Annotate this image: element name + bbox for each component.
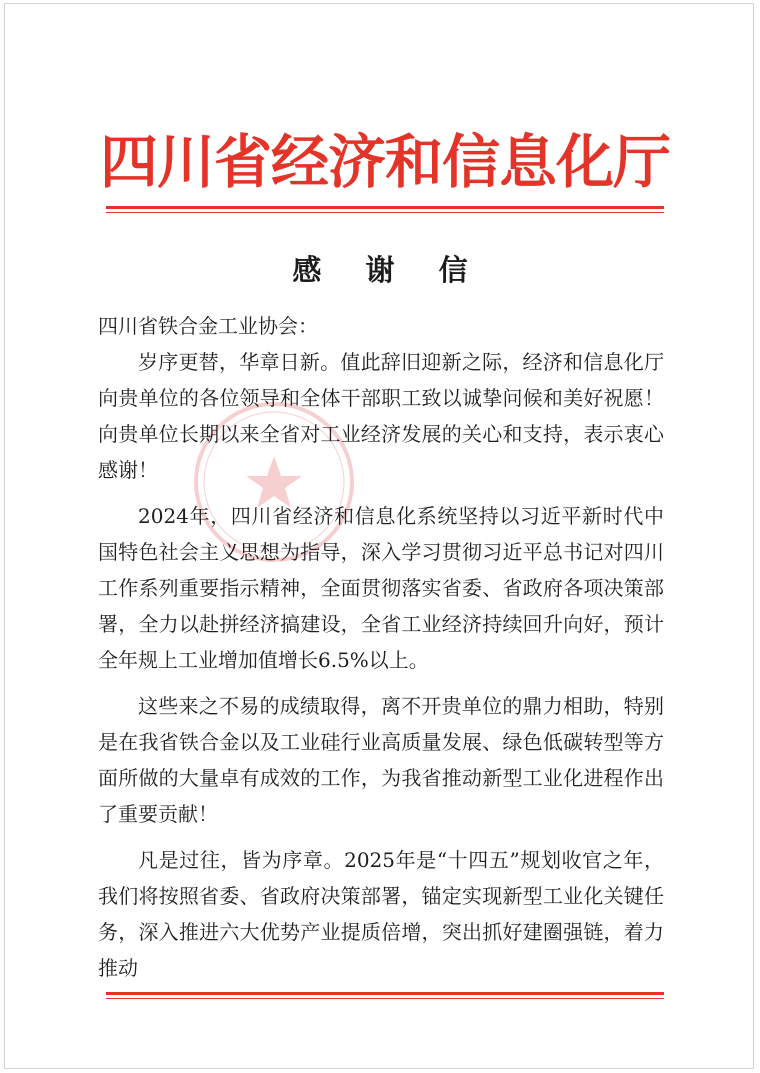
letter-paragraph-4: 凡是过往，皆为序章。2025年是“十四五”规划收官之年，我们将按照省委、省政府决策部署，锚定实现新型工业化关键任务，深入推进六大优势产业提质倍增，突出抓好建圈强链，着力推动 bbox=[98, 848, 664, 980]
letter-paragraph-3: 这些来之不易的成绩取得，离不开贵单位的鼎力相助，特别是在我省铁合金以及工业硅行业高质量发展、绿色低碳转型等方面所做的大量卓有成效的工作，为我省推动新型工业化进程作出了重要贡献！ bbox=[98, 694, 664, 826]
letter-paragraph-2: 2024年，四川省经济和信息化系统坚持以习近平新时代中国特色社会主义思想为指导，深入学习贯彻习近平总书记对四川工作系列重要指示精神，全面贯彻落实省委、省政府各项决策部署，全力以赴拼经济搞建设，全省工业经济持续回升向好，预计全年规上工业增加值增长6.5%以上。 bbox=[98, 504, 664, 672]
letter-body bbox=[98, 308, 664, 996]
footer-divider-bottom bbox=[106, 998, 664, 999]
letter-title: 感 谢 信 bbox=[292, 253, 485, 287]
letter-paragraph-1: 岁序更替，华章日新。值此辞旧迎新之际，经济和信息化厅向贵单位的各位领导和全体干部职工致以诚挚问候和美好祝愿！向贵单位长期以来全省对工业经济发展的关心和支持，表示衷心感谢！ bbox=[98, 350, 664, 482]
letter-salutation: 四川省铁合金工业协会： bbox=[98, 314, 318, 338]
letterhead-org-name: 四川省经济和信息化厅 bbox=[100, 128, 671, 196]
footer-divider-top bbox=[106, 992, 664, 995]
letterhead-divider-bottom bbox=[106, 212, 664, 213]
letterhead-divider-top bbox=[106, 206, 664, 209]
